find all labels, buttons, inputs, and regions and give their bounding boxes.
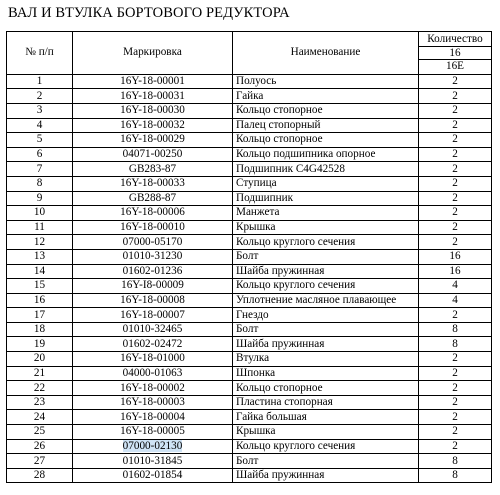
row-marking: 16Y-18-00005 [73,425,233,440]
row-name: Болт [233,322,419,337]
row-number: 16 [7,293,73,308]
header-quantity-model-16: 16 [419,47,491,61]
row-marking: 16Y-18-00033 [73,176,233,191]
table-row [7,103,492,118]
table-row [7,264,492,279]
row-number: 17 [7,308,73,323]
row-number: 15 [7,279,73,294]
row-number: 9 [7,191,73,206]
table-row [7,176,492,191]
row-quantity: 2 [419,381,492,396]
row-quantity: 2 [419,439,492,454]
table-header-row [7,32,492,75]
row-name: Втулка [233,352,419,367]
row-number: 7 [7,162,73,177]
table-row [7,279,492,294]
table-row [7,425,492,440]
row-name: Гайка большая [233,410,419,425]
row-marking: 16Y-18-00010 [73,220,233,235]
row-name: Гнездо [233,308,419,323]
table-row [7,220,492,235]
row-number: 23 [7,395,73,410]
row-number: 25 [7,425,73,440]
row-number: 1 [7,74,73,89]
row-quantity: 2 [419,352,492,367]
row-name: Крышка [233,220,419,235]
row-name: Пластина стопорная [233,395,419,410]
row-number: 8 [7,176,73,191]
document-title: ВАЛ И ВТУЛКА БОРТОВОГО РЕДУКТОРА [8,5,290,21]
row-quantity: 16 [419,264,492,279]
table-row [7,147,492,162]
table-row [7,191,492,206]
row-quantity: 2 [419,176,492,191]
table-row [7,337,492,352]
row-quantity: 8 [419,468,492,483]
row-number: 3 [7,103,73,118]
header-name: Наименование [233,32,419,75]
header-quantity-label: Количество [419,33,491,47]
header-marking: Маркировка [73,32,233,75]
row-quantity: 8 [419,337,492,352]
row-number: 19 [7,337,73,352]
row-name: Манжета [233,206,419,221]
row-name: Кольцо круглого сечения [233,279,419,294]
row-quantity: 2 [419,191,492,206]
header-number: № п/п [7,32,73,75]
row-number: 14 [7,264,73,279]
row-quantity: 2 [419,235,492,250]
row-name: Палец стопорный [233,118,419,133]
row-quantity: 2 [419,410,492,425]
row-quantity: 2 [419,103,492,118]
table-row [7,133,492,148]
parts-table [6,31,492,483]
row-marking: 01010-31845 [73,454,233,469]
row-name: Шайба пружинная [233,264,419,279]
row-quantity: 2 [419,162,492,177]
row-number: 13 [7,249,73,264]
row-marking: 04000-01063 [73,366,233,381]
row-number: 10 [7,206,73,221]
table-row [7,322,492,337]
table-row [7,468,492,483]
row-name: Ступица [233,176,419,191]
row-quantity: 2 [419,147,492,162]
row-marking: 01602-01854 [73,468,233,483]
table-row [7,249,492,264]
table-row [7,89,492,104]
row-marking: GB288-87 [73,191,233,206]
row-marking: 04071-00250 [73,147,233,162]
row-number: 18 [7,322,73,337]
table-row [7,439,492,454]
row-marking: 01010-31230 [73,249,233,264]
row-name: Кольцо подшипника опорное [233,147,419,162]
row-marking: 16Y-18-00030 [73,103,233,118]
row-quantity: 2 [419,220,492,235]
row-name: Шпонка [233,366,419,381]
row-marking: 16Y-18-00031 [73,89,233,104]
row-name: Крышка [233,425,419,440]
row-number: 24 [7,410,73,425]
table-row [7,308,492,323]
table-row [7,206,492,221]
row-marking: 16Y-18-00006 [73,206,233,221]
row-name: Гайка [233,89,419,104]
row-number: 28 [7,468,73,483]
row-marking: 16Y-18-00032 [73,118,233,133]
row-quantity: 8 [419,322,492,337]
row-quantity: 16 [419,249,492,264]
row-quantity: 2 [419,425,492,440]
header-quantity-model-16e: 16E [445,60,465,73]
row-marking: 16Y-I8-00009 [73,279,233,294]
table-row [7,162,492,177]
table-row [7,366,492,381]
row-name: Кольцо стопорное [233,103,419,118]
row-name: Подшипник C4G42528 [233,162,419,177]
row-quantity: 2 [419,74,492,89]
selected-text-highlight[interactable]: 07000-02130 [122,439,183,452]
row-number: 22 [7,381,73,396]
row-marking: 16Y-18-00001 [73,74,233,89]
table-row [7,410,492,425]
row-name: Кольцо круглого сечения [233,235,419,250]
row-marking: 16Y-18-00004 [73,410,233,425]
table-row [7,293,492,308]
row-marking: 16Y-18-00002 [73,381,233,396]
row-quantity: 2 [419,133,492,148]
row-number: 21 [7,366,73,381]
row-marking: 16Y-18-01000 [73,352,233,367]
row-number: 27 [7,454,73,469]
row-name: Шайба пружинная [233,337,419,352]
table-row [7,118,492,133]
row-name: Шайба пружинная [233,468,419,483]
row-name: Уплотнение масляное плавающее [233,293,419,308]
row-number: 11 [7,220,73,235]
row-number: 4 [7,118,73,133]
row-marking: 16Y-18-00029 [73,133,233,148]
row-quantity: 2 [419,395,492,410]
row-number: 5 [7,133,73,148]
table-row [7,235,492,250]
row-marking: 01602-02472 [73,337,233,352]
row-name: Кольцо стопорное [233,133,419,148]
row-name: Кольцо стопорное [233,381,419,396]
row-quantity: 8 [419,454,492,469]
row-name: Кольцо круглого сечения [233,439,419,454]
row-number: 2 [7,89,73,104]
row-marking: 16Y-18-00008 [73,293,233,308]
row-quantity: 2 [419,118,492,133]
row-quantity: 2 [419,206,492,221]
table-row [7,352,492,367]
row-quantity: 2 [419,308,492,323]
row-marking: 01602-01236 [73,264,233,279]
row-marking: 16Y-18-00003 [73,395,233,410]
row-number: 26 [7,439,73,454]
row-marking: 01010-32465 [73,322,233,337]
table-row [7,454,492,469]
row-name: Болт [233,249,419,264]
table-row [7,381,492,396]
row-name: Полуось [233,74,419,89]
row-quantity: 4 [419,279,492,294]
table-row [7,74,492,89]
header-quantity [419,32,492,75]
row-number: 20 [7,352,73,367]
row-number: 6 [7,147,73,162]
row-number: 12 [7,235,73,250]
row-quantity: 4 [419,293,492,308]
row-name: Подшипник [233,191,419,206]
parts-table-body [7,32,492,483]
row-quantity: 2 [419,366,492,381]
row-marking: 16Y-18-00007 [73,308,233,323]
row-marking: GB283-87 [73,162,233,177]
row-quantity: 2 [419,89,492,104]
row-marking [73,439,233,454]
row-marking: 07000-05170 [73,235,233,250]
row-name: Болт [233,454,419,469]
table-row [7,395,492,410]
